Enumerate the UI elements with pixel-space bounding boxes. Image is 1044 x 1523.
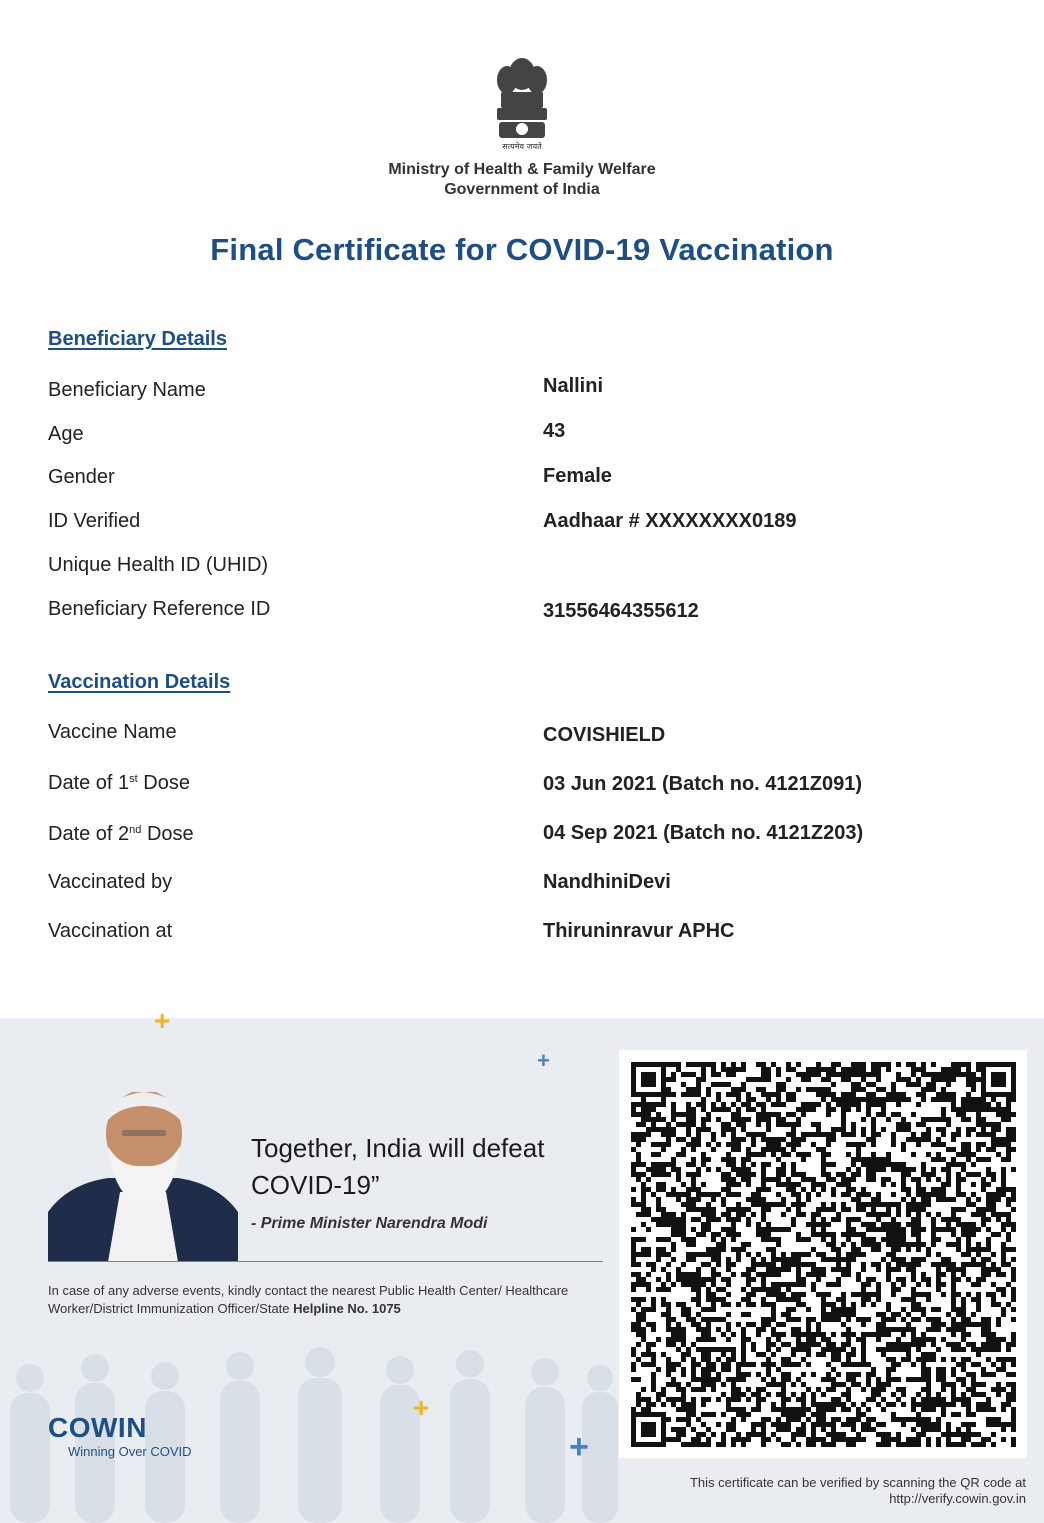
id-verified-label: ID Verified	[48, 510, 141, 532]
vaccinated-by-value: NandhiniDevi	[543, 871, 671, 893]
dose2-date-value: 04 Sep 2021 (Batch no. 4121Z203)	[543, 822, 864, 844]
quote-line-1: Together, India will defeat	[251, 1133, 545, 1163]
ministry-name	[0, 160, 1044, 200]
vaccination-details-heading: Vaccination Details	[48, 671, 231, 693]
vaccinated-by-label: Vaccinated by	[48, 871, 173, 893]
svg-text:सत्यमेव जयते: सत्यमेव जयते	[502, 142, 542, 151]
quote-line-2: COVID-19”	[251, 1170, 380, 1200]
helpline-notice: In case of any adverse events, kindly contact the nearest Public Health Center/ Healthcare Worker/District Immunization Officer/State Helpline No. 1075	[48, 1283, 569, 1316]
id-verified-value: Aadhaar # XXXXXXXX0189	[543, 510, 797, 532]
uhid-label: Unique Health ID (UHID)	[48, 554, 269, 576]
vaccine-name-value: COVISHIELD	[543, 724, 666, 746]
vaccination-at-label: Vaccination at	[48, 920, 173, 942]
verification-url[interactable]: http://verify.cowin.gov.in	[889, 1491, 1026, 1506]
gender-label: Gender	[48, 466, 115, 488]
vaccination-at-value: Thiruninravur APHC	[543, 920, 735, 942]
cowin-tagline: Winning Over COVID	[68, 1444, 192, 1459]
verification-note	[690, 1475, 1026, 1507]
reference-id-label: Beneficiary Reference ID	[48, 598, 271, 620]
reference-id-value: 31556464355612	[543, 600, 699, 622]
plus-decoration-icon: +	[569, 1428, 589, 1466]
quote	[251, 1130, 544, 1204]
age-label: Age	[48, 423, 84, 445]
dose2-date-label: Date of 2nd Dose	[48, 823, 194, 845]
age-value: 43	[543, 420, 566, 442]
prime-minister-portrait	[48, 1092, 238, 1262]
plus-decoration-icon: +	[413, 1392, 430, 1423]
national-emblem-icon	[487, 52, 557, 152]
qr-code-icon	[619, 1050, 1027, 1458]
dose1-date-label: Date of 1st Dose	[48, 772, 190, 794]
helpline-number: Helpline No. 1075	[293, 1301, 401, 1316]
dose1-date-value: 03 Jun 2021 (Batch no. 4121Z091)	[543, 773, 863, 795]
ministry-line-1: Ministry of Health & Family Welfare	[388, 161, 656, 178]
plus-decoration-icon: +	[537, 1048, 550, 1073]
cowin-name: COWIN	[48, 1412, 147, 1443]
quote-attribution: - Prime Minister Narendra Modi	[251, 1215, 488, 1232]
beneficiary-name-value: Nallini	[543, 375, 604, 397]
beneficiary-name-label: Beneficiary Name	[48, 379, 206, 401]
cowin-logo	[48, 1412, 192, 1459]
vaccine-name-label: Vaccine Name	[48, 721, 177, 743]
ministry-line-2: Government of India	[444, 181, 600, 198]
certificate-title: Final Certificate for COVID-19 Vaccination	[210, 232, 834, 267]
gender-value: Female	[543, 465, 612, 487]
plus-decoration-icon: +	[154, 1005, 171, 1036]
beneficiary-details-heading: Beneficiary Details	[48, 328, 227, 350]
verification-text: This certificate can be verified by scanning the QR code at	[689, 1475, 1026, 1490]
quote-divider	[48, 1261, 603, 1262]
